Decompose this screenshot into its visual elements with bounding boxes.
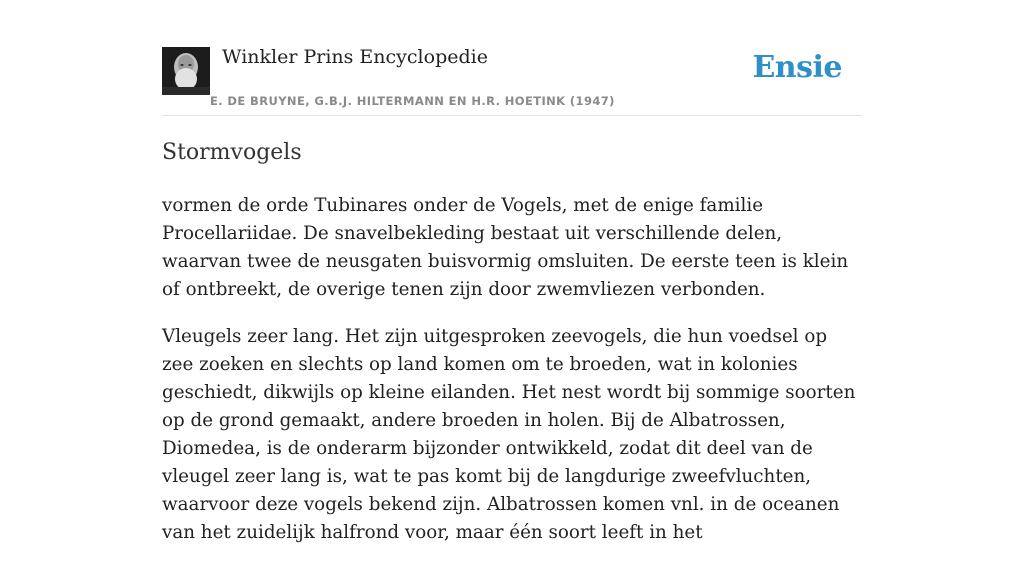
content-column: [162, 0, 862, 543]
authors-line: E. DE BRUYNE, G.B.J. HILTERMANN EN H.R. HOETINK (1947): [210, 94, 615, 108]
article-title: Stormvogels: [162, 140, 302, 165]
paragraph: vormen de orde Tubinares onder de Vogels, met de enige familie Procellariidae. De snavelbekleding bestaat uit verschillende delen, waarvan twee de neusgaten buisvormig omsluiten. De eerste teen is klein of ontbreekt, de overige tenen zijn door zwemvliezen verbonden.: [162, 195, 849, 300]
brand-logo[interactable]: Ensie: [752, 50, 842, 85]
header: [162, 0, 862, 116]
author-avatar[interactable]: [162, 47, 210, 95]
site-title[interactable]: Winkler Prins Encyclopedie: [222, 46, 488, 68]
article-body: [162, 192, 862, 566]
portrait-icon: [162, 47, 210, 95]
paragraph: Vleugels zeer lang. Het zijn uitgesproken zeevogels, die hun voedsel op zee zoeken en slechts op land komen om te broeden, wat in kolonies geschiedt, dikwijls op kleine eilanden. Het nest wordt bij sommige soorten op de grond gemaakt, andere broeden in holen. Bij de Albatrossen, Diomedea, is de onderarm bijzonder ontwikkeld, zodat dit deel van de vleugel zeer lang is, wat te pas komt bij de langdurige zweefvluchten, waarvoor deze vogels bekend zijn. Albatrossen komen vnl. in de oceanen van het zuidelijk halfrond voor, maar één soort leeft in het: [162, 326, 856, 543]
